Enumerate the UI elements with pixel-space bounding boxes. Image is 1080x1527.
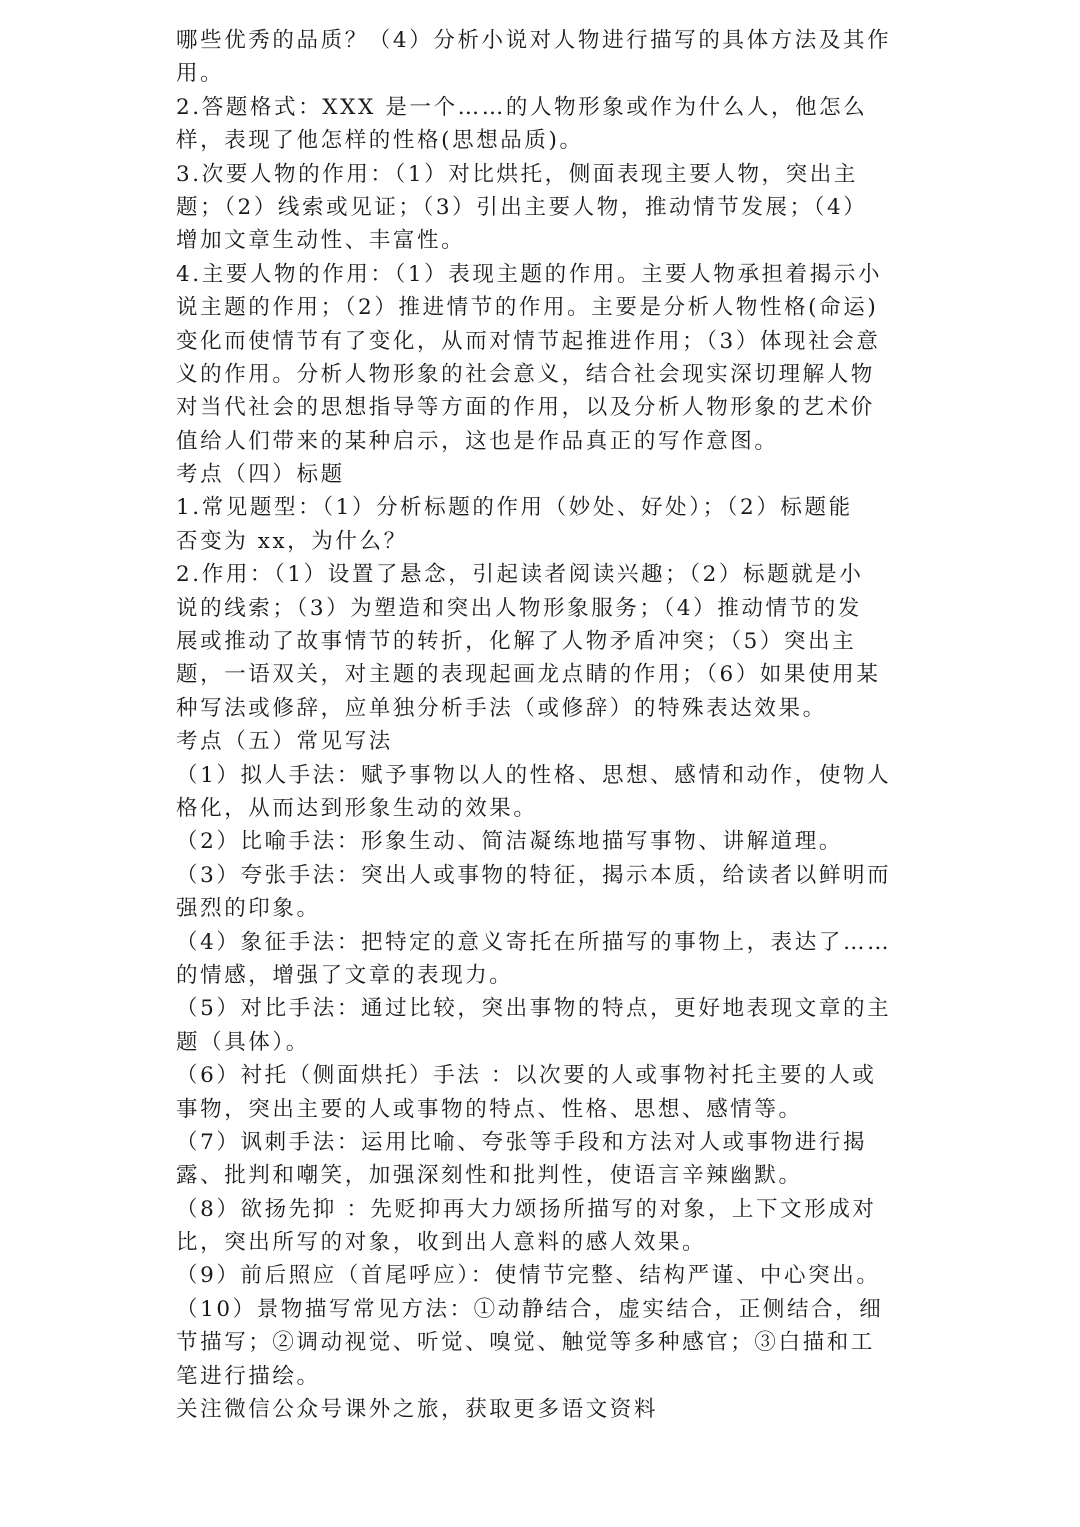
text-line: 值给人们带来的某种启示，这也是作品真正的写作意图。 bbox=[176, 428, 779, 454]
text-line: （1）拟人手法：赋予事物以人的性格、思想、感情和动作，使物人 bbox=[176, 762, 892, 788]
text-line: 强烈的印象。 bbox=[176, 896, 321, 922]
text-line: 否变为 xx，为什么？ bbox=[176, 528, 408, 554]
text-line: （2）比喻手法：形象生动、简洁凝练地描写事物、讲解道理。 bbox=[176, 829, 843, 855]
text-line: （10）景物描写常见方法：①动静结合，虚实结合，正侧结合，细 bbox=[176, 1296, 884, 1322]
text-line: 题，一语双关，对主题的表现起画龙点睛的作用；（6）如果使用某 bbox=[176, 662, 881, 688]
text-line: 义的作用。分析人物形象的社会意义，结合社会现实深切理解人物 bbox=[176, 361, 875, 387]
document-body bbox=[176, 24, 900, 1426]
text-line: 增加文章生动性、丰富性。 bbox=[176, 228, 466, 254]
text-line: （6）衬托（侧面烘托）手法 ：以次要的人或事物衬托主要的人或 bbox=[176, 1063, 877, 1089]
text-line: （8）欲扬先抑 ：先贬抑再大力颂扬所描写的对象，上下文形成对 bbox=[176, 1196, 877, 1222]
text-line: 展或推动了故事情节的转折，化解了人物矛盾冲突；（5）突出主 bbox=[176, 629, 857, 655]
text-line: 笔进行描绘。 bbox=[176, 1363, 321, 1389]
text-line: 露、批判和嘲笑，加强深刻性和批判性，使语言辛辣幽默。 bbox=[176, 1163, 803, 1189]
text-line: （4）象征手法：把特定的意义寄托在所描写的事物上，表达了…… bbox=[176, 929, 892, 955]
text-line: 题；（2）线索或见证；（3）引出主要人物，推动情节发展；（4） bbox=[176, 194, 868, 220]
text-line: 的情感，增强了文章的表现力。 bbox=[176, 962, 514, 988]
text-line: （3）夸张手法：突出人或事物的特征，揭示本质，给读者以鲜明而 bbox=[176, 862, 892, 888]
text-line: 用。 bbox=[176, 61, 225, 87]
footer-follow-note: 关注微信公众号课外之旅，获取更多语文资料 bbox=[176, 1397, 659, 1423]
text-line: 哪些优秀的品质？（4）分析小说对人物进行描写的具体方法及其作 bbox=[176, 28, 892, 53]
text-line: 2.作用：（1）设置了悬念，引起读者阅读兴趣；（2）标题就是小 bbox=[176, 562, 864, 588]
text-line: （9）前后照应（首尾呼应）：使情节完整、结构严谨、中心突出。 bbox=[176, 1263, 881, 1289]
text-line: 变化而使情节有了变化，从而对情节起推进作用；（3）体现社会意 bbox=[176, 328, 881, 354]
text-line: 说主题的作用；（2）推进情节的作用。主要是分析人物性格(命运) bbox=[176, 295, 879, 321]
text-line: 格化，从而达到形象生动的效果。 bbox=[176, 795, 538, 821]
text-line: 事物，突出主要的人或事物的特点、性格、思想、感情等。 bbox=[176, 1096, 803, 1122]
text-line: 对当代社会的思想指导等方面的作用，以及分析人物形象的艺术价 bbox=[176, 395, 875, 421]
text-line: 1.常见题型：（1）分析标题的作用（妙处、好处）；（2）标题能 bbox=[176, 495, 853, 521]
text-line: 说的线索；（3）为塑造和突出人物形象服务；（4）推动情节的发 bbox=[176, 595, 862, 621]
section-heading-writing-methods: 考点（五）常见写法 bbox=[176, 729, 393, 755]
text-line: （7）讽刺手法：运用比喻、夸张等手段和方法对人或事物进行揭 bbox=[176, 1129, 868, 1155]
text-line: 节描写；②调动视觉、听觉、嗅觉、触觉等多种感官；③白描和工 bbox=[176, 1330, 875, 1356]
text-line: 比，突出所写的对象，收到出人意料的感人效果。 bbox=[176, 1230, 707, 1256]
text-line: 样，表现了他怎样的性格(思想品质)。 bbox=[176, 128, 584, 154]
section-heading-title: 考点（四）标题 bbox=[176, 462, 345, 488]
text-line: 题（具体）。 bbox=[176, 1029, 310, 1055]
document-page bbox=[176, 24, 900, 1426]
text-line: 3.次要人物的作用：（1）对比烘托，侧面表现主要人物，突出主 bbox=[176, 161, 858, 187]
text-line: 种写法或修辞，应单独分析手法（或修辞）的特殊表达效果。 bbox=[176, 695, 827, 721]
text-line: 2.答题格式：XXX 是一个……的人物形象或作为什么人，他怎么 bbox=[176, 94, 868, 120]
text-line: 4.主要人物的作用：（1）表现主题的作用。主要人物承担着揭示小 bbox=[176, 261, 883, 287]
text-line: （5）对比手法：通过比较，突出事物的特点，更好地表现文章的主 bbox=[176, 996, 892, 1022]
